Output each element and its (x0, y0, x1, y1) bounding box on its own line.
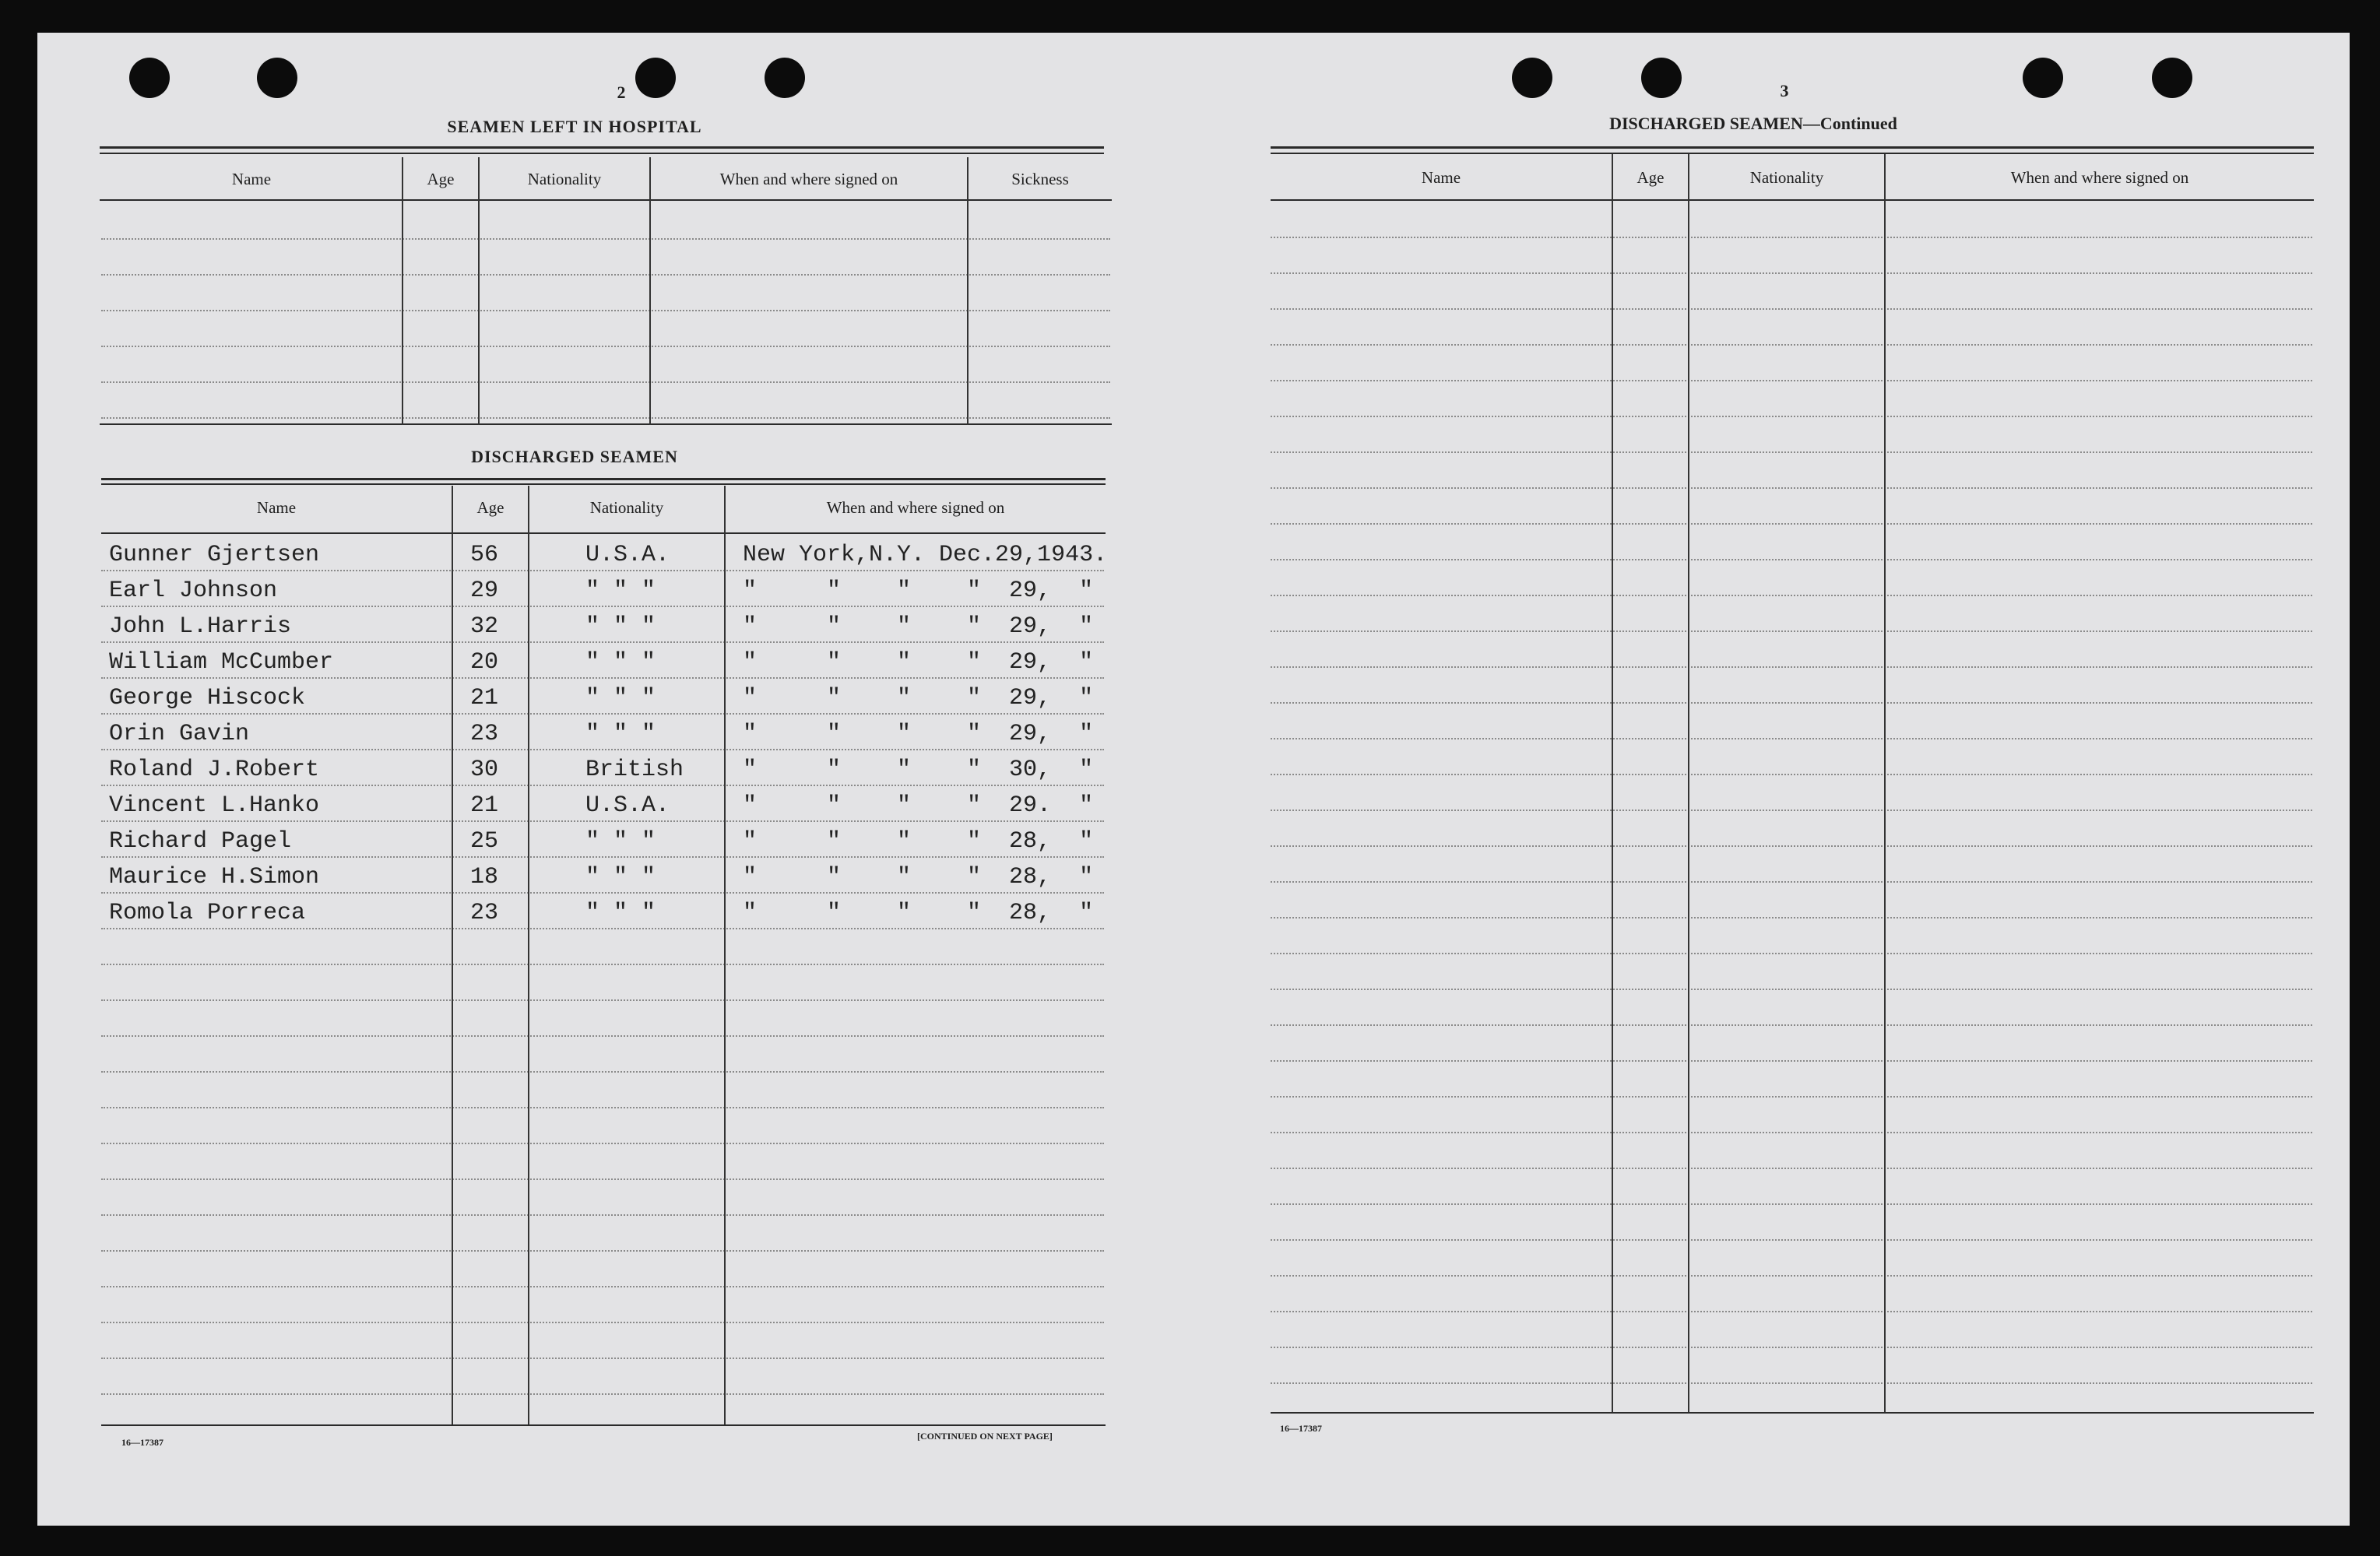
ruled-line (101, 1035, 1104, 1037)
ruled-line (1271, 845, 2312, 847)
discharged-row-signed_on: " " " " 28, " (743, 864, 1094, 890)
ruled-line (1271, 380, 2312, 381)
discharged-row-age: 30 (470, 757, 499, 783)
ruled-line (1271, 308, 2312, 310)
discharged-row-nationality: British (585, 757, 684, 783)
ruled-line (101, 1286, 1104, 1287)
discharged-row-nationality: " " " (585, 721, 656, 747)
ruled-line (101, 928, 1104, 929)
discharged-row-signed_on: New York,N.Y. Dec.29,1943. (743, 542, 1108, 568)
right-header-age: Age (1636, 168, 1665, 187)
discharged-row-signed_on: " " " " 28, " (743, 900, 1094, 926)
ruled-line (1271, 237, 2312, 238)
right-header-signed-on: When and where signed on (2010, 168, 2189, 187)
ruled-line (1271, 272, 2312, 274)
page-number-left: 2 (617, 83, 626, 102)
ruled-line (101, 1358, 1104, 1359)
ruled-line (1271, 1347, 2312, 1348)
ruled-line (1271, 1382, 2312, 1384)
discharged-row-signed_on: " " " " 29, " (743, 578, 1094, 604)
discharged-row-age: 21 (470, 685, 499, 711)
ruled-line (1271, 1168, 2312, 1169)
ruled-line (101, 641, 1104, 643)
discharged-row-name: Orin Gavin (109, 721, 250, 747)
hospital-header-rule (100, 199, 1112, 201)
ruled-line (101, 856, 1104, 858)
punch-hole (257, 58, 297, 98)
hospital-header-age: Age (427, 170, 455, 188)
discharged-row-age: 56 (470, 542, 499, 568)
discharged-row-age: 18 (470, 864, 499, 890)
discharged-row-nationality: " " " (585, 685, 656, 711)
discharged-row-age: 25 (470, 828, 499, 855)
hospital-header-nationality: Nationality (527, 170, 602, 188)
discharged-row-name: Maurice H.Simon (109, 864, 320, 890)
punch-hole (1512, 58, 1552, 98)
ruled-line (1271, 1132, 2312, 1133)
ruled-line (101, 570, 1104, 571)
discharged-row-signed_on: " " " " 28, " (743, 828, 1094, 855)
ruled-line (1271, 1024, 2312, 1026)
discharged-header-nationality: Nationality (589, 498, 664, 517)
continued-note: [CONTINUED ON NEXT PAGE] (917, 1431, 1053, 1442)
discharged-bottom-rule (101, 1424, 1106, 1426)
discharged-header-rule (101, 532, 1106, 534)
right-bottom-rule (1271, 1412, 2314, 1414)
ruled-line (101, 381, 1110, 383)
hospital-bottom-rule (100, 423, 1112, 425)
ruled-line (1271, 774, 2312, 775)
ruled-line (1271, 559, 2312, 560)
discharged-row-nationality: U.S.A. (585, 792, 670, 819)
ruled-line (101, 713, 1104, 715)
discharged-top-rule (101, 483, 1106, 485)
ruled-line (1271, 702, 2312, 704)
right-top-rule (1271, 153, 2314, 154)
discharged-row-nationality: " " " (585, 649, 656, 676)
punch-hole (129, 58, 170, 98)
ruled-line (1271, 953, 2312, 954)
discharged-row-name: Richard Pagel (109, 828, 292, 855)
discharged-row-signed_on: " " " " 29, " (743, 613, 1094, 640)
ruled-line (101, 417, 1110, 419)
ruled-line (1271, 416, 2312, 417)
discharged-row-name: Vincent L.Hanko (109, 792, 320, 819)
discharged-row-age: 20 (470, 649, 499, 676)
discharged-row-name: George Hiscock (109, 685, 306, 711)
ruled-line (1271, 344, 2312, 346)
discharged-section-title: DISCHARGED SEAMEN (471, 447, 678, 466)
ruled-line (101, 677, 1104, 679)
ruled-line (1271, 917, 2312, 918)
form-number-right: 16—17387 (1280, 1423, 1322, 1434)
page-number-right: 3 (1780, 81, 1789, 100)
hospital-header-name: Name (231, 170, 272, 188)
ruled-line (1271, 1275, 2312, 1277)
punch-hole (2152, 58, 2192, 98)
hospital-header-sickness: Sickness (1011, 170, 1069, 188)
ruled-line (1271, 595, 2312, 596)
discharged-row-age: 21 (470, 792, 499, 819)
discharged-row-nationality: " " " (585, 864, 656, 890)
ruled-line (1271, 810, 2312, 811)
discharged-row-nationality: U.S.A. (585, 542, 670, 568)
ruled-line (101, 820, 1104, 822)
ruled-line (101, 1214, 1104, 1216)
right-header-name: Name (1421, 168, 1461, 187)
ruled-line (101, 606, 1104, 607)
ruled-line (101, 310, 1110, 311)
ruled-line (101, 892, 1104, 894)
discharged-row-age: 23 (470, 900, 499, 926)
ruled-line (1271, 523, 2312, 525)
discharged-header-age: Age (476, 498, 504, 517)
hospital-header-signed-on: When and where signed on (719, 170, 898, 188)
right-header-nationality: Nationality (1749, 168, 1824, 187)
discharged-row-age: 32 (470, 613, 499, 640)
ruled-line (1271, 1239, 2312, 1241)
ruled-line (1271, 451, 2312, 453)
hospital-top-rule (100, 153, 1104, 154)
ruled-line (1271, 738, 2312, 739)
punch-hole (765, 58, 805, 98)
ruled-line (101, 999, 1104, 1001)
discharged-row-name: Romola Porreca (109, 900, 306, 926)
discharged-row-name: William McCumber (109, 649, 334, 676)
ruled-line (1271, 989, 2312, 990)
discharged-row-name: Roland J.Robert (109, 757, 320, 783)
right-top-rule (1271, 146, 2314, 149)
discharged-row-nationality: " " " (585, 828, 656, 855)
discharged-row-nationality: " " " (585, 613, 656, 640)
discharged-continued-title (1559, 114, 1948, 134)
discharged-row-signed_on: " " " " 29, " (743, 721, 1094, 747)
ruled-line (1271, 881, 2312, 883)
ruled-line (101, 346, 1110, 347)
ruled-line (101, 238, 1110, 240)
discharged-header-name: Name (256, 498, 297, 517)
punch-hole (2023, 58, 2063, 98)
ruled-line (101, 1107, 1104, 1108)
ruled-line (101, 785, 1104, 786)
ruled-line (101, 1178, 1104, 1180)
discharged-row-name: Gunner Gjertsen (109, 542, 320, 568)
ledger-sheet (37, 33, 2350, 1526)
ruled-line (101, 1143, 1104, 1144)
discharged-row-nationality: " " " (585, 578, 656, 604)
ruled-line (1271, 630, 2312, 632)
form-number-left: 16—17387 (121, 1437, 163, 1448)
ruled-line (1271, 1060, 2312, 1062)
ruled-line (1271, 1203, 2312, 1205)
hospital-section-title: SEAMEN LEFT IN HOSPITAL (447, 117, 702, 136)
discharged-row-age: 23 (470, 721, 499, 747)
discharged-row-signed_on: " " " " 29, " (743, 685, 1094, 711)
discharged-row-age: 29 (470, 578, 499, 604)
discharged-row-name: John L.Harris (109, 613, 292, 640)
ruled-line (101, 1071, 1104, 1073)
discharged-header-signed-on: When and where signed on (826, 498, 1005, 517)
ruled-line (1271, 1096, 2312, 1098)
ruled-line (101, 964, 1104, 965)
discharged-top-rule (101, 478, 1106, 480)
discharged-row-name: Earl Johnson (109, 578, 278, 604)
ruled-line (101, 1322, 1104, 1323)
punch-hole (1641, 58, 1682, 98)
ruled-line (101, 1393, 1104, 1395)
discharged-row-signed_on: " " " " 30, " (743, 757, 1094, 783)
ruled-line (1271, 1311, 2312, 1312)
ruled-line (101, 749, 1104, 750)
ruled-line (101, 1250, 1104, 1252)
ruled-line (1271, 666, 2312, 668)
discharged-row-signed_on: " " " " 29. " (743, 792, 1094, 819)
discharged-row-signed_on: " " " " 29, " (743, 649, 1094, 676)
ruled-line (101, 274, 1110, 276)
discharged-row-nationality: " " " (585, 900, 656, 926)
hospital-top-rule (100, 146, 1104, 149)
right-header-rule (1271, 199, 2314, 201)
ruled-line (1271, 487, 2312, 489)
discharged-continued-title-suffix: —Continued (1802, 114, 1897, 133)
discharged-continued-title-main: DISCHARGED SEAMEN (1609, 114, 1803, 133)
